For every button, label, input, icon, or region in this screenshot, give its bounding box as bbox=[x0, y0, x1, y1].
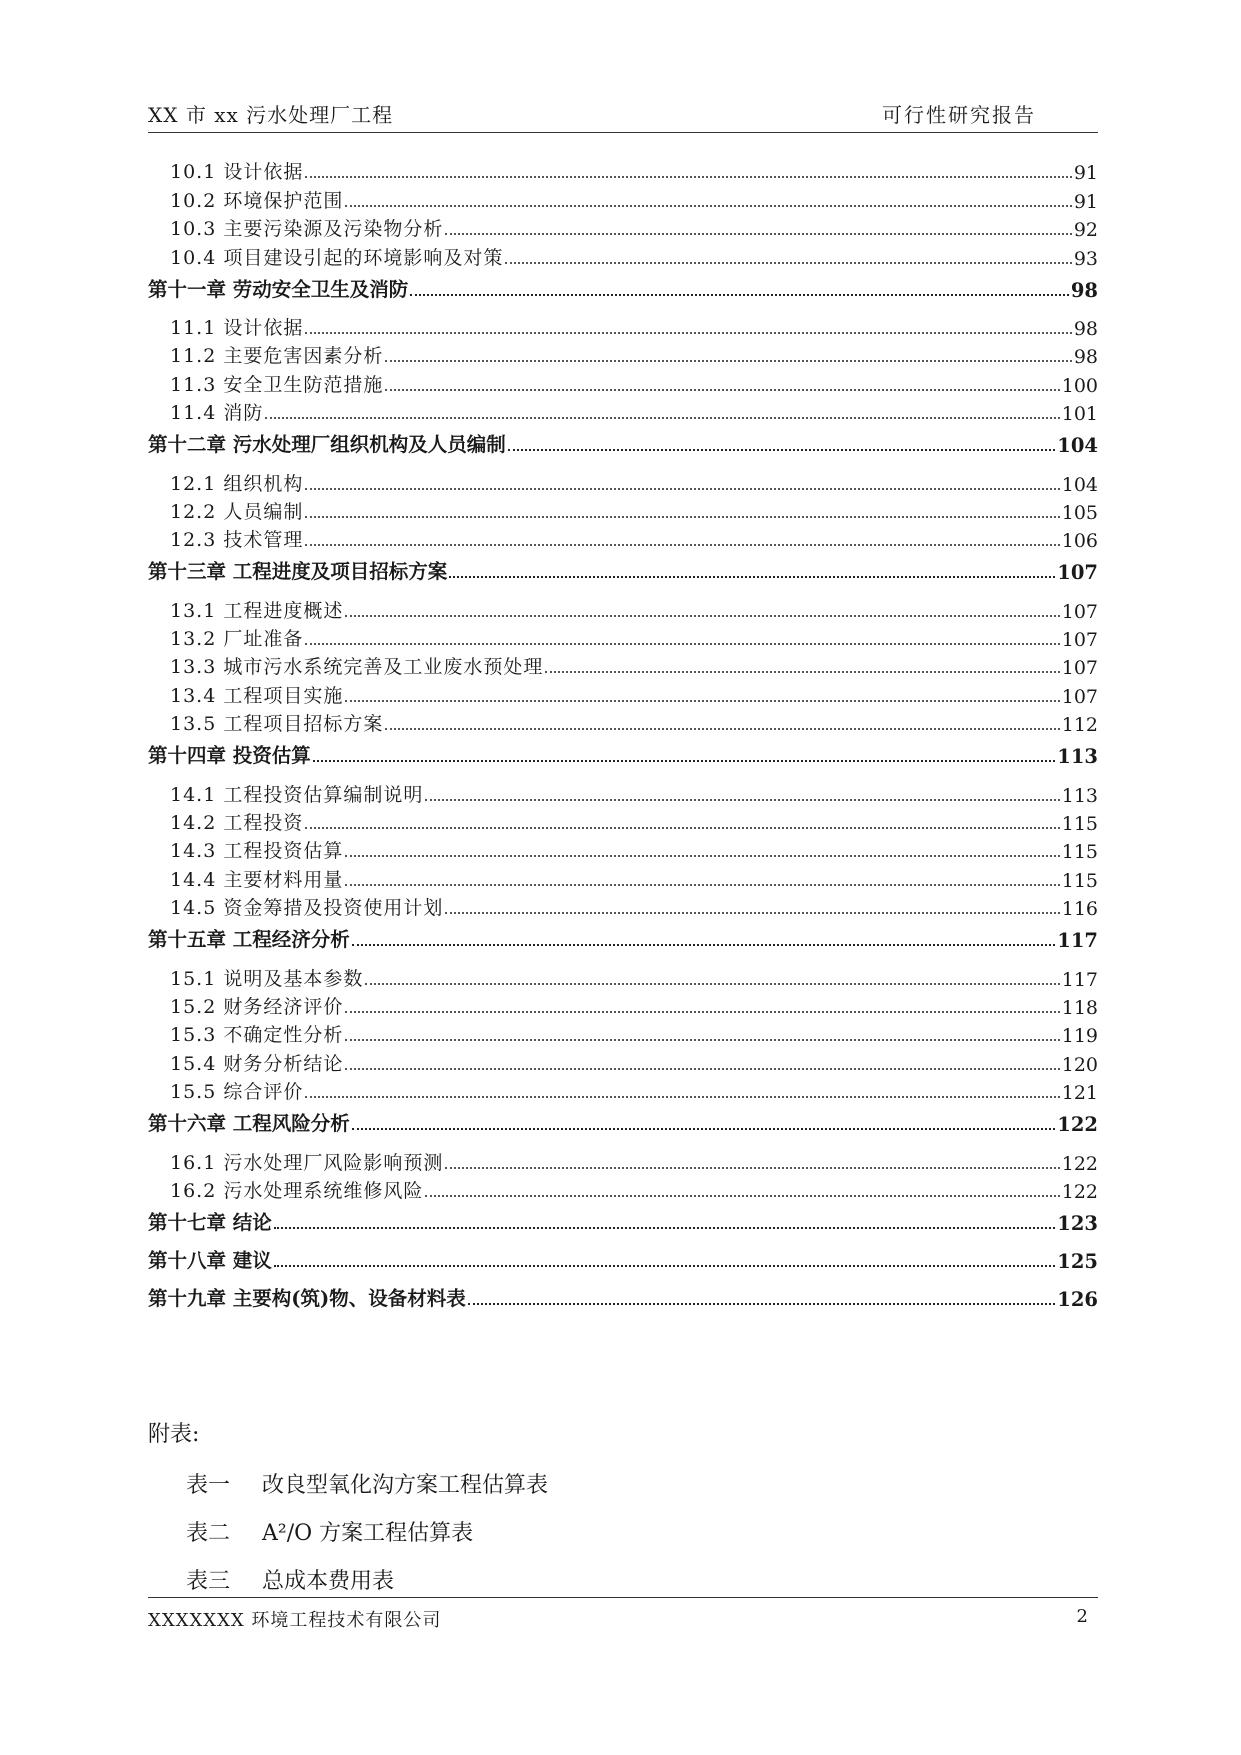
toc-entry-page: 104 bbox=[1057, 434, 1098, 458]
toc-section-entry[interactable] bbox=[148, 241, 1098, 269]
toc-entry-page: 116 bbox=[1061, 898, 1098, 921]
toc-section-entry[interactable] bbox=[148, 835, 1098, 863]
toc-entry-page: 118 bbox=[1061, 996, 1098, 1019]
toc-chapter-entry[interactable] bbox=[148, 556, 1098, 584]
toc-entry-label: 第十七章 结论 bbox=[148, 1210, 272, 1234]
toc-entry-page: 104 bbox=[1061, 473, 1098, 496]
toc-entry-label: 13.3 城市污水系统完善及工业废水预处理 bbox=[170, 656, 544, 679]
toc-leader-dots bbox=[345, 1039, 1059, 1041]
toc-entry-page: 123 bbox=[1057, 1211, 1098, 1235]
toc-entry-label: 14.4 主要材料用量 bbox=[170, 868, 344, 891]
toc-leader-dots bbox=[445, 912, 1059, 914]
toc-entry-page: 120 bbox=[1061, 1053, 1098, 1076]
table-of-contents bbox=[148, 156, 1098, 1321]
toc-entry-label: 10.3 主要污染源及污染物分析 bbox=[170, 218, 444, 241]
toc-leader-dots bbox=[385, 389, 1059, 391]
toc-chapter-entry[interactable] bbox=[148, 1207, 1098, 1235]
toc-chapter-entry[interactable] bbox=[148, 274, 1098, 302]
toc-entry-label: 16.2 污水处理系统维修风险 bbox=[170, 1179, 424, 1202]
toc-entry-page: 106 bbox=[1061, 530, 1098, 553]
toc-leader-dots bbox=[508, 449, 1055, 451]
toc-leader-dots bbox=[345, 205, 1071, 207]
appendix-item-name: A²/O 方案工程估算表 bbox=[262, 1521, 474, 1546]
toc-section-entry[interactable] bbox=[148, 496, 1098, 524]
toc-entry-page: 93 bbox=[1073, 247, 1098, 270]
toc-leader-dots bbox=[305, 827, 1059, 829]
toc-section-entry[interactable] bbox=[148, 467, 1098, 495]
toc-leader-dots bbox=[274, 1227, 1055, 1229]
toc-leader-dots bbox=[425, 799, 1059, 801]
toc-entry-page: 125 bbox=[1057, 1249, 1098, 1273]
toc-entry-page: 115 bbox=[1061, 813, 1098, 836]
appendix-item-code: 表二 bbox=[186, 1521, 231, 1546]
toc-section-entry[interactable] bbox=[148, 1175, 1098, 1203]
page-header bbox=[148, 100, 1098, 133]
toc-entry-label: 10.1 设计依据 bbox=[170, 161, 304, 184]
toc-leader-dots bbox=[305, 488, 1059, 490]
toc-entry-label: 11.4 消防 bbox=[170, 402, 264, 425]
toc-leader-dots bbox=[345, 1068, 1059, 1070]
toc-entry-label: 11.3 安全卫生防范措施 bbox=[170, 373, 384, 396]
toc-entry-label: 第十九章 主要构(筑)物、设备材料表 bbox=[148, 1286, 466, 1310]
toc-leader-dots bbox=[305, 516, 1059, 518]
toc-entry-page: 107 bbox=[1061, 657, 1098, 680]
toc-entry-page: 122 bbox=[1057, 1113, 1098, 1137]
toc-leader-dots bbox=[449, 576, 1055, 578]
toc-entry-page: 122 bbox=[1061, 1180, 1098, 1203]
toc-section-entry[interactable] bbox=[148, 184, 1098, 212]
toc-entry-label: 第十八章 建议 bbox=[148, 1248, 272, 1272]
toc-leader-dots bbox=[345, 700, 1059, 702]
toc-entry-page: 107 bbox=[1061, 685, 1098, 708]
toc-entry-page: 122 bbox=[1061, 1152, 1098, 1175]
toc-entry-label: 15.2 财务经济评价 bbox=[170, 995, 344, 1018]
toc-leader-dots bbox=[365, 983, 1059, 985]
toc-entry-label: 13.4 工程项目实施 bbox=[170, 684, 344, 707]
toc-entry-label: 12.2 人员编制 bbox=[170, 500, 304, 523]
toc-chapter-entry[interactable] bbox=[148, 1245, 1098, 1273]
toc-entry-page: 91 bbox=[1073, 190, 1098, 213]
toc-entry-page: 113 bbox=[1061, 784, 1098, 807]
toc-leader-dots bbox=[352, 1128, 1055, 1130]
toc-section-entry[interactable] bbox=[148, 312, 1098, 340]
toc-entry-label: 13.5 工程项目招标方案 bbox=[170, 713, 384, 736]
toc-entry-page: 117 bbox=[1057, 929, 1098, 953]
appendix-item bbox=[186, 1564, 394, 1595]
toc-entry-page: 119 bbox=[1061, 1025, 1098, 1048]
toc-section-entry[interactable] bbox=[148, 623, 1098, 651]
toc-leader-dots bbox=[345, 884, 1059, 886]
toc-entry-page: 113 bbox=[1057, 745, 1098, 769]
toc-entry-label: 10.4 项目建设引起的环境影响及对策 bbox=[170, 246, 504, 269]
toc-leader-dots bbox=[425, 1195, 1059, 1197]
toc-leader-dots bbox=[345, 855, 1059, 857]
toc-section-entry[interactable] bbox=[148, 594, 1098, 622]
toc-leader-dots bbox=[305, 332, 1071, 334]
toc-entry-page: 98 bbox=[1073, 317, 1098, 340]
toc-section-entry[interactable] bbox=[148, 213, 1098, 241]
toc-leader-dots bbox=[545, 671, 1059, 673]
toc-section-entry[interactable] bbox=[148, 991, 1098, 1019]
toc-entry-page: 101 bbox=[1061, 403, 1098, 426]
toc-chapter-entry[interactable] bbox=[148, 1283, 1098, 1311]
toc-entry-page: 91 bbox=[1073, 162, 1098, 185]
toc-entry-page: 112 bbox=[1061, 714, 1098, 737]
toc-entry-page: 115 bbox=[1061, 841, 1098, 864]
toc-entry-label: 10.2 环境保护范围 bbox=[170, 189, 344, 212]
toc-leader-dots bbox=[305, 544, 1059, 546]
toc-section-entry[interactable] bbox=[148, 863, 1098, 891]
header-report-type: 可行性研究报告 bbox=[882, 103, 1036, 127]
footer-company: XXXXXXX 环境工程技术有限公司 bbox=[148, 1610, 442, 1631]
toc-leader-dots bbox=[352, 944, 1055, 946]
toc-chapter-entry[interactable] bbox=[148, 1108, 1098, 1136]
toc-entry-label: 13.2 厂址准备 bbox=[170, 628, 304, 651]
toc-entry-label: 13.1 工程进度概述 bbox=[170, 599, 344, 622]
appendix-item bbox=[186, 1468, 548, 1499]
toc-section-entry[interactable] bbox=[148, 156, 1098, 184]
toc-entry-page: 98 bbox=[1073, 346, 1098, 369]
toc-entry-label: 15.5 综合评价 bbox=[170, 1081, 304, 1104]
toc-leader-dots bbox=[313, 760, 1055, 762]
toc-entry-label: 第十五章 工程经济分析 bbox=[148, 928, 350, 952]
toc-leader-dots bbox=[385, 360, 1071, 362]
toc-section-entry[interactable] bbox=[148, 397, 1098, 425]
toc-leader-dots bbox=[410, 294, 1069, 296]
toc-entry-label: 11.2 主要危害因素分析 bbox=[170, 345, 384, 368]
toc-entry-page: 105 bbox=[1061, 501, 1098, 524]
toc-leader-dots bbox=[445, 1167, 1059, 1169]
toc-section-entry[interactable] bbox=[148, 1146, 1098, 1174]
appendix-item-code: 表一 bbox=[186, 1473, 231, 1498]
toc-section-entry[interactable] bbox=[148, 368, 1098, 396]
toc-chapter-entry[interactable] bbox=[148, 924, 1098, 952]
toc-section-entry[interactable] bbox=[148, 524, 1098, 552]
toc-section-entry[interactable] bbox=[148, 651, 1098, 679]
page-number: 2 bbox=[1076, 1606, 1088, 1627]
toc-leader-dots bbox=[274, 1265, 1055, 1267]
toc-entry-page: 115 bbox=[1061, 869, 1098, 892]
toc-leader-dots bbox=[468, 1303, 1056, 1305]
toc-entry-page: 100 bbox=[1061, 374, 1098, 397]
toc-entry-label: 15.3 不确定性分析 bbox=[170, 1024, 344, 1047]
toc-section-entry[interactable] bbox=[148, 778, 1098, 806]
toc-section-entry[interactable] bbox=[148, 807, 1098, 835]
header-doc-title: XX 市 xx 污水处理厂工程 bbox=[148, 103, 394, 127]
toc-leader-dots bbox=[305, 1096, 1059, 1098]
toc-entry-page: 117 bbox=[1061, 968, 1098, 991]
toc-entry-label: 16.1 污水处理厂风险影响预测 bbox=[170, 1151, 444, 1174]
toc-entry-page: 107 bbox=[1061, 600, 1098, 623]
toc-leader-dots bbox=[445, 233, 1071, 235]
toc-entry-page: 107 bbox=[1057, 561, 1098, 585]
toc-section-entry[interactable] bbox=[148, 340, 1098, 368]
toc-entry-label: 12.3 技术管理 bbox=[170, 529, 304, 552]
toc-leader-dots bbox=[385, 728, 1059, 730]
toc-entry-label: 14.1 工程投资估算编制说明 bbox=[170, 783, 424, 806]
toc-leader-dots bbox=[305, 176, 1071, 178]
toc-entry-page: 98 bbox=[1070, 278, 1098, 302]
toc-entry-label: 15.1 说明及基本参数 bbox=[170, 967, 364, 990]
toc-section-entry[interactable] bbox=[148, 1019, 1098, 1047]
appendix-item-name: 改良型氧化沟方案工程估算表 bbox=[262, 1473, 549, 1498]
toc-entry-label: 12.1 组织机构 bbox=[170, 472, 304, 495]
toc-entry-page: 121 bbox=[1061, 1082, 1098, 1105]
toc-entry-label: 第十六章 工程风险分析 bbox=[148, 1112, 350, 1136]
toc-leader-dots bbox=[345, 1011, 1059, 1013]
toc-entry-page: 126 bbox=[1057, 1287, 1098, 1311]
toc-entry-label: 第十一章 劳动安全卫生及消防 bbox=[148, 277, 409, 301]
toc-leader-dots bbox=[505, 262, 1071, 264]
toc-section-entry[interactable] bbox=[148, 892, 1098, 920]
toc-section-entry[interactable] bbox=[148, 962, 1098, 990]
toc-section-entry[interactable] bbox=[148, 1047, 1098, 1075]
toc-entry-label: 14.5 资金筹措及投资使用计划 bbox=[170, 897, 444, 920]
toc-chapter-entry[interactable] bbox=[148, 740, 1098, 768]
toc-entry-label: 14.2 工程投资 bbox=[170, 812, 304, 835]
toc-entry-page: 92 bbox=[1073, 219, 1098, 242]
toc-leader-dots bbox=[265, 417, 1059, 419]
toc-entry-label: 第十二章 污水处理厂组织机构及人员编制 bbox=[148, 433, 506, 457]
toc-section-entry[interactable] bbox=[148, 708, 1098, 736]
appendix-title: 附表: bbox=[148, 1422, 200, 1447]
toc-entry-label: 15.4 财务分析结论 bbox=[170, 1052, 344, 1075]
appendix-item-name: 总成本费用表 bbox=[262, 1569, 395, 1594]
toc-entry-label: 第十三章 工程进度及项目招标方案 bbox=[148, 560, 448, 584]
appendix-item-code: 表三 bbox=[186, 1569, 231, 1594]
toc-entry-label: 14.3 工程投资估算 bbox=[170, 840, 344, 863]
appendix-item bbox=[186, 1516, 473, 1547]
toc-section-entry[interactable] bbox=[148, 1076, 1098, 1104]
page-footer bbox=[148, 1597, 1098, 1631]
toc-entry-label: 第十四章 投资估算 bbox=[148, 744, 311, 768]
toc-leader-dots bbox=[345, 615, 1059, 617]
toc-section-entry[interactable] bbox=[148, 679, 1098, 707]
toc-entry-label: 11.1 设计依据 bbox=[170, 316, 304, 339]
toc-entry-page: 107 bbox=[1061, 629, 1098, 652]
toc-leader-dots bbox=[305, 643, 1059, 645]
toc-chapter-entry[interactable] bbox=[148, 429, 1098, 457]
